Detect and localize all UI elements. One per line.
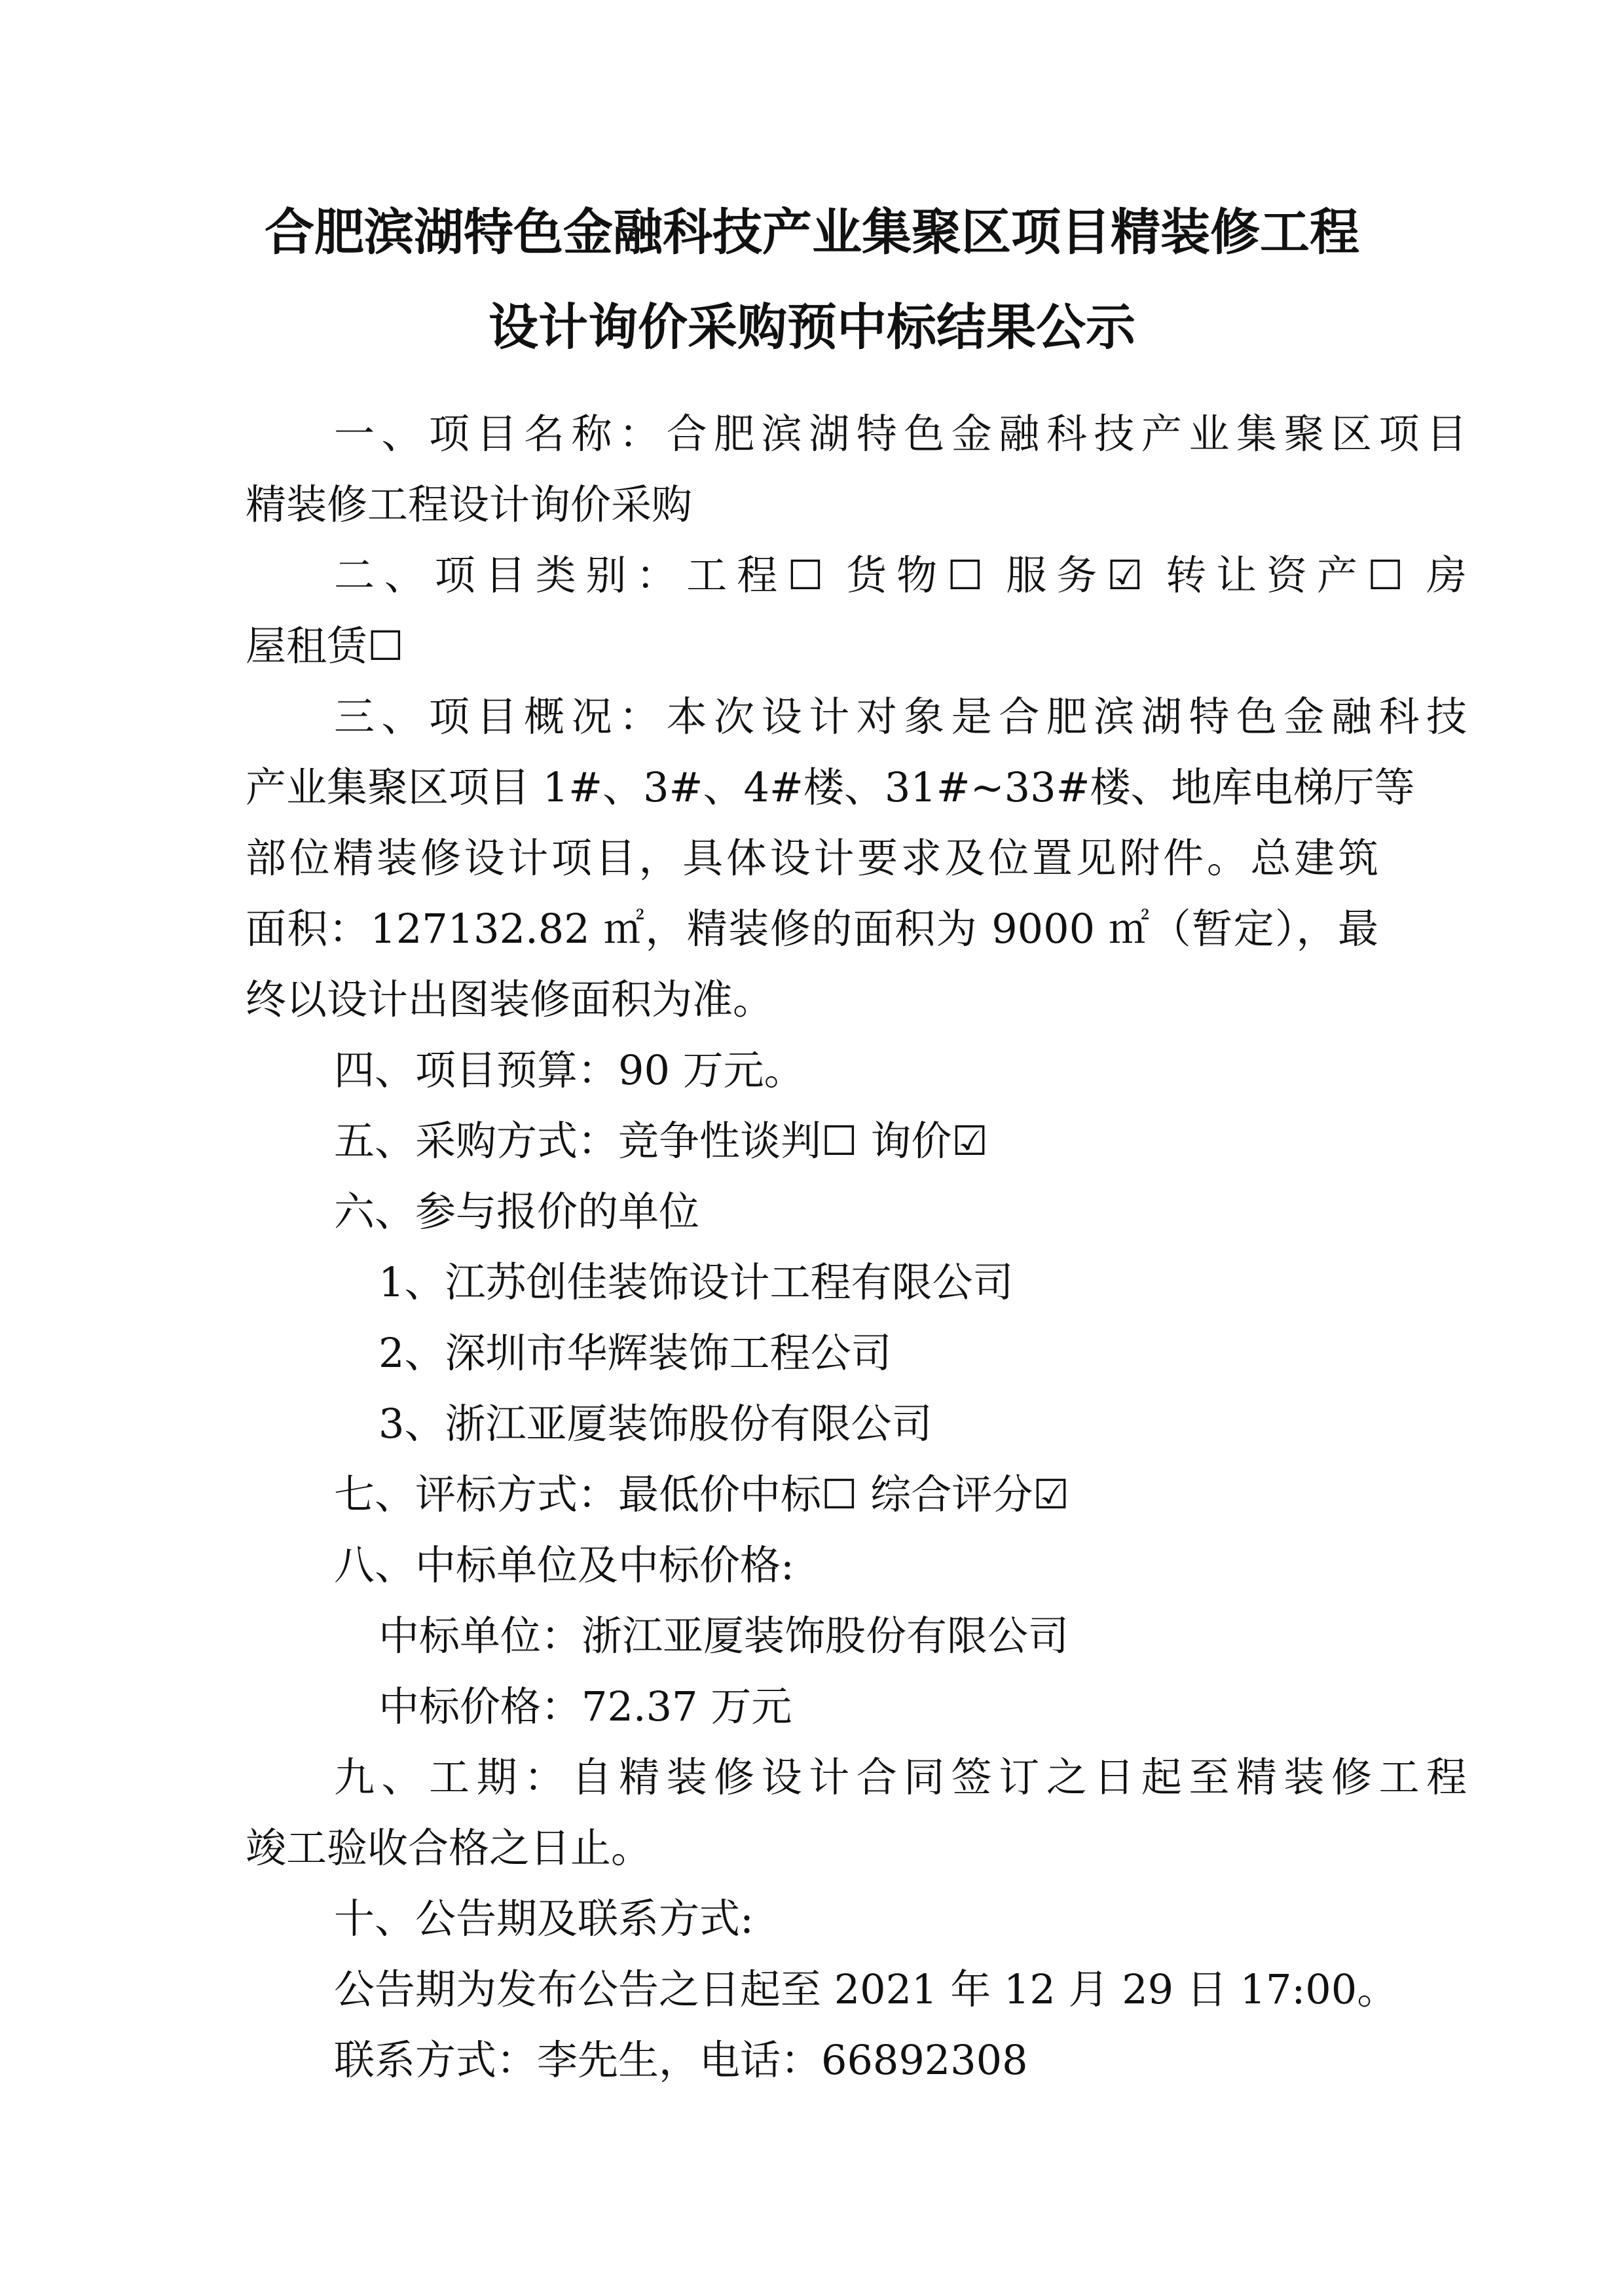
document-title-line-1: 合肥滨湖特色金融科技产业集聚区项目精装修工程: [265, 203, 1359, 261]
project-overview-line-2: 产业集聚区项目 1#、3#、4#楼、31#~33#楼、地库电梯厅等: [246, 763, 1415, 811]
bidder-2: 2、深圳市华辉装饰工程公司: [378, 1329, 892, 1377]
project-overview-line-3: 部位精装修设计项目，具体设计要求及位置见附件。总建筑: [246, 834, 1378, 882]
evaluation-method: 七、评标方式：最低价中标☐ 综合评分☑: [334, 1470, 1069, 1518]
construction-period: 九、工期：自精装修设计合同签订之日起至精装修工程: [334, 1753, 1467, 1801]
contact-info: 联系方式：李先生，电话：66892308: [334, 2036, 1028, 2084]
project-category-cont: 屋租赁☐: [246, 622, 404, 670]
project-budget: 四、项目预算：90 万元。: [334, 1046, 805, 1094]
bidder-3: 3、浙江亚厦装饰股份有限公司: [378, 1400, 932, 1448]
construction-period-cont: 竣工验收合格之日止。: [246, 1824, 652, 1872]
bidders-heading: 六、参与报价的单位: [334, 1188, 700, 1235]
notice-period-heading: 十、公告期及联系方式:: [334, 1895, 754, 1942]
winning-price: 中标价格：72.37 万元: [378, 1683, 792, 1730]
document-title-line-2: 设计询价采购预中标结果公示: [489, 298, 1135, 356]
winner-heading: 八、中标单位及中标价格:: [334, 1541, 794, 1589]
procurement-method: 五、采购方式：竞争性谈判☐ 询价☑: [334, 1117, 988, 1165]
notice-period: 公告期为发布公告之日起至 2021 年 12 月 29 日 17:00。: [334, 1965, 1398, 2013]
project-overview-line-5: 终以设计出图装修面积为准。: [246, 975, 774, 1023]
project-category: 二、项目类别：工程☐ 货物☐ 服务☑ 转让资产☐ 房: [334, 551, 1467, 599]
bidder-1: 1、江苏创佳装饰设计工程有限公司: [378, 1258, 1014, 1306]
project-overview-line-4: 面积：127132.82 ㎡，精装修的面积为 9000 ㎡（暂定），最: [246, 905, 1378, 953]
project-name-cont: 精装修工程设计询价采购: [246, 481, 693, 528]
project-overview: 三、项目概况：本次设计对象是合肥滨湖特色金融科技: [334, 693, 1467, 740]
winning-bidder: 中标单位：浙江亚厦装饰股份有限公司: [378, 1612, 1069, 1660]
project-name: 一、项目名称：合肥滨湖特色金融科技产业集聚区项目: [334, 410, 1467, 458]
